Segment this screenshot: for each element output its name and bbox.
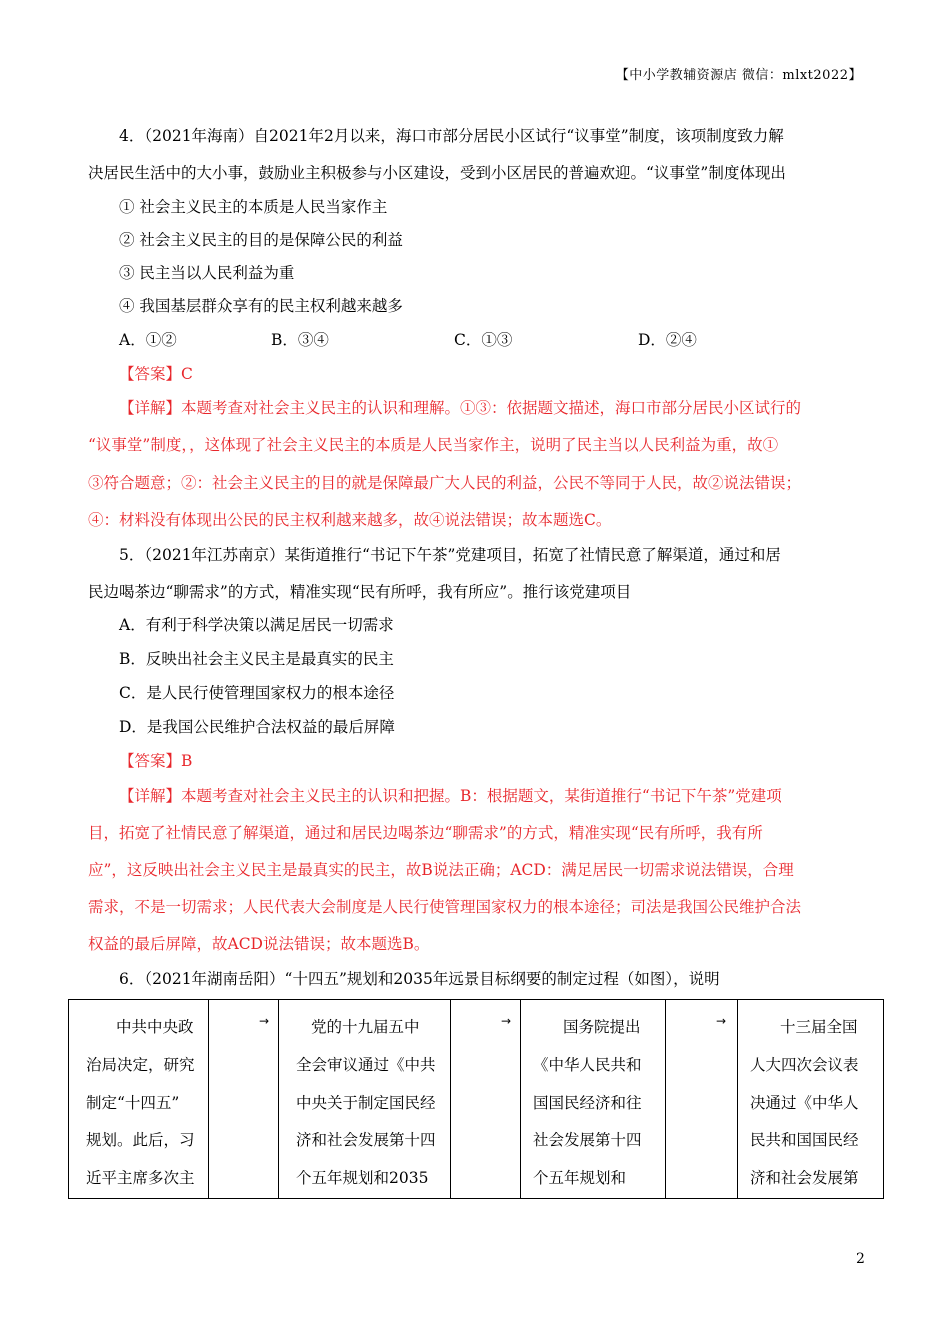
q4-stem-line-2: 决居民生活中的大小事，鼓励业主积极参与小区建设，受到小区居民的普遍欢迎。“议事堂”制度体现出	[88, 164, 786, 182]
flow-box-2	[279, 1000, 451, 1199]
flow-arrow-3: →	[666, 1000, 738, 1199]
q4-item-2: ② 社会主义民主的目的是保障公民的利益	[119, 231, 403, 249]
flow-box-3-line: 国国民经济和往	[533, 1093, 642, 1112]
flow-box-1-line: 制定“十四五”	[86, 1093, 180, 1112]
flow-box-2-line: 中央关于制定国民经	[296, 1093, 436, 1112]
flow-box-1	[69, 1000, 209, 1199]
flow-box-4-line: 决通过《中华人	[750, 1093, 859, 1112]
q4-answer: 【答案】C	[119, 365, 193, 383]
flow-arrow-2: →	[451, 1000, 521, 1199]
flow-box-3-line: 社会发展第十四	[533, 1131, 642, 1150]
flow-box-4-line: 人大四次会议表	[750, 1055, 859, 1074]
flow-box-4-line: 十三届全国	[780, 1018, 858, 1036]
flow-box-3-line: 《中华人民共和	[533, 1055, 642, 1074]
q5-answer: 【答案】B	[119, 752, 193, 770]
q5-option-b: B．反映出社会主义民主是最真实的民主	[119, 650, 394, 668]
q5-detail-line-3: 应”，这反映出社会主义民主是最真实的民主，故B说法正确；ACD：满足居民一切需求说法错误，合理	[88, 861, 794, 879]
q5-option-d: D．是我国公民维护合法权益的最后屏障	[119, 718, 395, 736]
flow-box-2-line: 党的十九届五中	[311, 1018, 420, 1036]
q4-detail-line-2: “议事堂”制度，，这体现了社会主义民主的本质是人民当家作主，说明了民主当以人民利益为重，故①	[88, 436, 779, 454]
q5-stem-line-2: 民边喝茶边“聊需求”的方式，精准实现“民有所呼，我有所应”。推行该党建项目	[88, 583, 632, 601]
q5-detail-line-1: 【详解】本题考查对社会主义民主的认识和把握。B：根据题文，某街道推行“书记下午茶”党建项	[119, 787, 782, 805]
q4-item-4: ④ 我国基层群众享有的民主权利越来越多	[119, 297, 403, 315]
q4-option-c: C．①③	[454, 331, 513, 349]
q6-stem: 6．（2021年湖南岳阳）“十四五”规划和2035年远景目标纲要的制定过程（如图），说明	[119, 970, 720, 988]
q5-detail-line-4: 需求，不是一切需求；人民代表大会制度是人民行使管理国家权力的根本途径；司法是我国公民维护合法	[88, 898, 802, 916]
q4-item-3: ③ 民主当以人民利益为重	[119, 264, 295, 282]
q4-detail-line-1: 【详解】本题考查对社会主义民主的认识和理解。①③：依据题文描述，海口市部分居民小区试行的	[119, 399, 802, 417]
page-header: 【中小学教辅资源店 微信：mlxt2022】	[615, 68, 862, 83]
flow-box-1-line: 规划。此后，习	[86, 1131, 195, 1150]
q4-item-1: ① 社会主义民主的本质是人民当家作主	[119, 198, 388, 216]
flow-box-2-line: 济和社会发展第十四	[296, 1131, 436, 1150]
flow-arrow-1: →	[209, 1000, 279, 1199]
q4-option-b: B．③④	[271, 331, 329, 349]
q5-detail-line-5: 权益的最后屏障，故ACD说法错误；故本题选B。	[88, 935, 430, 953]
q4-detail-line-3: ③符合题意；②：社会主义民主的目的就是保障最广大人民的利益，公民不等同于人民，故②说法错误；	[88, 474, 802, 492]
flow-box-3	[521, 1000, 666, 1199]
flow-box-4-line: 民共和国国民经	[750, 1131, 859, 1150]
flow-box-2-line: 个五年规划和2035	[296, 1169, 429, 1188]
q6-flow-table	[68, 999, 884, 1199]
q5-option-c: C．是人民行使管理国家权力的根本途径	[119, 684, 395, 702]
flow-box-1-line: 治局决定，研究	[86, 1055, 195, 1074]
flow-box-1-line: 中共中央政	[116, 1018, 194, 1036]
flow-box-3-line: 国务院提出	[563, 1018, 641, 1036]
q4-option-d: D．②④	[638, 331, 697, 349]
q5-option-a: A．有利于科学决策以满足居民一切需求	[119, 616, 394, 634]
flow-box-3-line: 个五年规划和	[533, 1169, 627, 1188]
q5-stem-line-1: 5．（2021年江苏南京）某街道推行“书记下午茶”党建项目，拓宽了社情民意了解渠道，通过和居	[119, 546, 781, 564]
flow-box-4	[738, 1000, 884, 1199]
flow-box-2-line: 全会审议通过《中共	[296, 1055, 436, 1074]
q5-detail-line-2: 目，拓宽了社情民意了解渠道，通过和居民边喝茶边“聊需求”的方式，精准实现“民有所呼，我有所	[88, 824, 763, 842]
flow-box-4-line: 济和社会发展第	[750, 1169, 859, 1188]
q4-detail-line-4: ④：材料没有体现出公民的民主权利越来越多，故④说法错误；故本题选C。	[88, 511, 612, 529]
q4-stem-line-1: 4．（2021年海南）自2021年2月以来，海口市部分居民小区试行“议事堂”制度，该项制度致力解	[119, 127, 784, 145]
flow-box-1-line: 近平主席多次主	[86, 1169, 195, 1188]
q4-option-a: A．①②	[119, 331, 177, 349]
page-number: 2	[856, 1251, 865, 1267]
